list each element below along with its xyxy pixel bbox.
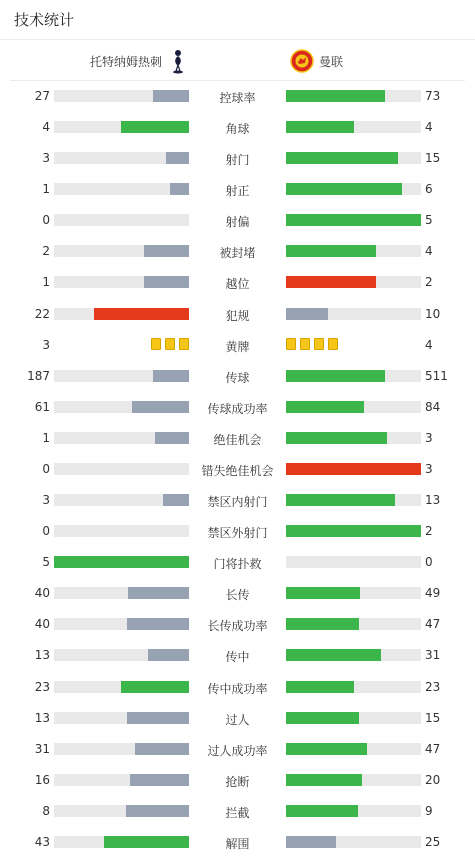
home-stat-bar <box>54 308 189 320</box>
stat-label: 传球成功率 <box>207 401 268 416</box>
away-stat-value: 84 <box>425 399 441 414</box>
yellow-card-icon <box>286 338 296 350</box>
stat-row <box>0 205 475 236</box>
away-stat-bar <box>286 618 421 630</box>
home-stat-value: 1 <box>42 182 50 197</box>
home-stat-bar-fill <box>135 743 189 755</box>
stat-row <box>0 609 475 640</box>
home-stat-value: 187 <box>27 368 50 383</box>
away-stat-bar <box>286 121 421 133</box>
home-stat-value: 23 <box>34 679 50 694</box>
home-stat-bar <box>54 494 189 506</box>
home-stat-bar-fill <box>127 712 189 724</box>
stat-label: 过人成功率 <box>207 743 268 758</box>
away-stat-value: 15 <box>425 151 441 166</box>
away-stat-value: 47 <box>425 741 441 756</box>
yellow-card-icon <box>328 338 338 350</box>
away-stat-bar <box>286 681 421 693</box>
away-stat-bar <box>286 743 421 755</box>
away-stat-bar-fill <box>286 774 362 786</box>
home-stat-bar <box>54 681 189 693</box>
stat-label: 错失绝佳机会 <box>201 463 274 478</box>
stat-row <box>0 236 475 267</box>
away-stat-value: 20 <box>425 772 441 787</box>
away-stat-bar-fill <box>286 245 376 257</box>
stat-label: 过人 <box>225 712 250 727</box>
home-stat-bar <box>54 370 189 382</box>
home-stat-value: 2 <box>42 244 50 259</box>
away-stat-bar <box>286 556 421 568</box>
home-yellow-cards <box>151 338 189 351</box>
stat-label: 射正 <box>225 184 250 199</box>
home-stat-bar <box>54 618 189 630</box>
home-team[interactable] <box>90 41 188 81</box>
away-stat-value: 6 <box>425 182 433 197</box>
home-stat-bar-fill <box>121 121 189 133</box>
stat-row <box>0 516 475 547</box>
stat-label: 传中成功率 <box>207 681 268 696</box>
away-stat-value: 31 <box>425 648 441 663</box>
home-team-name: 托特纳姆热刺 <box>90 54 163 69</box>
home-stat-bar-fill <box>166 152 189 164</box>
stat-row <box>0 703 475 734</box>
away-stat-bar-fill <box>286 712 359 724</box>
home-stat-bar <box>54 276 189 288</box>
away-stat-bar <box>286 525 421 537</box>
home-stat-bar <box>54 214 189 226</box>
home-stat-bar-fill <box>153 90 189 102</box>
home-stat-value: 3 <box>42 151 50 166</box>
stat-label: 犯规 <box>225 308 250 323</box>
away-stat-value: 4 <box>425 244 433 259</box>
stat-row <box>0 267 475 298</box>
stat-row <box>0 827 475 858</box>
away-stat-bar-fill <box>286 618 359 630</box>
away-stat-bar <box>286 649 421 661</box>
home-stat-bar-fill <box>155 432 189 444</box>
home-stat-value: 27 <box>34 89 50 103</box>
home-stat-bar <box>54 774 189 786</box>
away-stat-bar <box>286 463 421 475</box>
home-stat-bar <box>54 743 189 755</box>
stat-label: 拦截 <box>225 805 250 820</box>
home-stat-bar-fill <box>127 618 189 630</box>
away-stat-value: 10 <box>425 306 441 321</box>
home-stat-bar-fill <box>121 681 189 693</box>
home-stat-bar <box>54 90 189 102</box>
away-stat-value: 49 <box>425 586 441 601</box>
away-stat-bar <box>286 805 421 817</box>
home-stat-bar-fill <box>130 774 189 786</box>
stat-row <box>0 423 475 454</box>
home-stat-bar <box>54 649 189 661</box>
away-stat-bar-fill <box>286 494 395 506</box>
home-stat-value: 3 <box>42 493 50 508</box>
stat-row <box>0 112 475 143</box>
away-stat-value: 73 <box>425 89 441 103</box>
stat-row <box>0 765 475 796</box>
stat-label: 传球 <box>225 370 250 385</box>
home-stat-bar <box>54 587 189 599</box>
yellow-card-icon <box>151 338 161 350</box>
home-stat-bar-fill <box>132 401 189 413</box>
home-stat-bar <box>54 245 189 257</box>
away-stat-bar-fill <box>286 370 385 382</box>
stat-row <box>0 734 475 765</box>
away-stat-bar-fill <box>286 276 376 288</box>
home-stat-bar <box>54 525 189 537</box>
away-stat-value: 3 <box>425 461 433 476</box>
home-stat-bar-fill <box>148 649 189 661</box>
away-team[interactable] <box>290 41 343 81</box>
away-stat-bar-fill <box>286 401 364 413</box>
away-stat-bar-fill <box>286 121 354 133</box>
stat-label: 解围 <box>225 836 250 851</box>
home-stat-value: 22 <box>34 306 50 321</box>
home-stat-bar-fill <box>170 183 189 195</box>
stat-row <box>0 672 475 703</box>
home-stat-value: 1 <box>42 430 50 445</box>
home-stat-bar <box>54 432 189 444</box>
away-team-name: 曼联 <box>319 54 344 69</box>
stat-row <box>0 454 475 485</box>
away-stat-bar-fill <box>286 805 358 817</box>
stat-row <box>0 174 475 205</box>
away-stat-bar <box>286 432 421 444</box>
home-stat-value: 40 <box>34 586 50 601</box>
home-stat-value: 31 <box>34 741 50 756</box>
stat-row <box>0 796 475 827</box>
stat-row <box>0 640 475 671</box>
stat-label: 越位 <box>225 277 250 292</box>
away-stat-bar-fill <box>286 743 367 755</box>
stat-row <box>0 547 475 578</box>
stat-label: 禁区内射门 <box>207 495 268 510</box>
stat-label: 绝佳机会 <box>213 432 262 447</box>
away-stat-bar-fill <box>286 463 421 475</box>
away-stat-bar <box>286 276 421 288</box>
home-stat-bar-fill <box>163 494 189 506</box>
stat-row <box>0 392 475 423</box>
away-stat-value: 4 <box>425 120 433 135</box>
home-stat-value: 4 <box>42 120 50 135</box>
home-stat-value: 61 <box>34 399 50 414</box>
home-stat-bar <box>54 805 189 817</box>
home-stat-bar <box>54 401 189 413</box>
yellow-card-icon <box>300 338 310 350</box>
spurs-cockerel-icon <box>168 48 188 74</box>
home-stat-bar <box>54 556 189 568</box>
home-stat-bar <box>54 121 189 133</box>
away-stat-bar <box>286 712 421 724</box>
stat-row <box>0 299 475 330</box>
stat-label: 抢断 <box>225 774 250 789</box>
away-stat-bar <box>286 214 421 226</box>
home-stat-bar-fill <box>54 556 189 568</box>
home-stat-value: 0 <box>42 524 50 539</box>
away-stat-bar <box>286 245 421 257</box>
stat-label: 传中 <box>225 650 250 665</box>
away-stat-value: 3 <box>425 430 433 445</box>
away-stat-value: 5 <box>425 213 433 228</box>
home-stat-bar-fill <box>126 805 189 817</box>
away-stat-bar-fill <box>286 649 381 661</box>
home-stat-value: 5 <box>42 555 50 570</box>
home-stat-bar <box>54 712 189 724</box>
away-stat-value: 25 <box>425 834 441 849</box>
stat-label: 门将扑救 <box>213 557 262 572</box>
stat-label: 黄牌 <box>225 339 250 354</box>
away-stat-value: 0 <box>425 555 433 570</box>
away-stat-value: 511 <box>425 368 448 383</box>
home-stat-value: 43 <box>34 834 50 849</box>
away-stat-bar-fill <box>286 432 387 444</box>
away-stat-bar <box>286 152 421 164</box>
home-stat-value: 16 <box>34 772 50 787</box>
stat-row <box>0 485 475 516</box>
away-stat-bar-fill <box>286 525 421 537</box>
away-stat-bar-fill <box>286 90 385 102</box>
home-stat-value: 13 <box>34 710 50 725</box>
stat-row <box>0 81 475 112</box>
away-stat-bar <box>286 774 421 786</box>
away-stat-bar <box>286 836 421 848</box>
away-stat-value: 9 <box>425 803 433 818</box>
away-stat-bar <box>286 401 421 413</box>
away-stat-value: 13 <box>425 493 441 508</box>
away-stat-bar-fill <box>286 214 421 226</box>
home-stat-value: 40 <box>34 617 50 632</box>
home-stat-bar-fill <box>94 308 189 320</box>
stat-row <box>0 143 475 174</box>
home-stat-value: 0 <box>42 461 50 476</box>
away-stat-value: 47 <box>425 617 441 632</box>
stat-label: 被封堵 <box>219 246 256 261</box>
away-stat-bar-fill <box>286 152 398 164</box>
home-stat-bar <box>54 183 189 195</box>
team-header <box>10 41 465 81</box>
home-stat-value: 8 <box>42 803 50 818</box>
title-bar <box>0 0 475 40</box>
home-stat-bar-fill <box>128 587 189 599</box>
home-stat-bar <box>54 152 189 164</box>
home-stat-value: 0 <box>42 213 50 228</box>
home-stat-bar-fill <box>144 276 189 288</box>
stat-label: 射偏 <box>225 215 250 230</box>
away-stat-value: 2 <box>425 524 433 539</box>
away-stat-bar <box>286 183 421 195</box>
away-stat-value: 15 <box>425 710 441 725</box>
away-stat-bar-fill <box>286 836 336 848</box>
home-stat-bar <box>54 836 189 848</box>
home-stat-bar-fill <box>104 836 189 848</box>
home-stat-value: 1 <box>42 275 50 290</box>
stat-label: 禁区外射门 <box>207 526 268 541</box>
away-stat-bar <box>286 370 421 382</box>
home-stat-value: 3 <box>42 337 50 352</box>
stat-row <box>0 361 475 392</box>
stat-label: 控球率 <box>219 91 256 105</box>
away-stat-bar-fill <box>286 681 354 693</box>
home-stat-value: 13 <box>34 648 50 663</box>
yellow-card-icon <box>314 338 324 350</box>
home-stat-bar-fill <box>144 245 189 257</box>
away-stat-value: 23 <box>425 679 441 694</box>
stat-label: 射门 <box>225 153 250 168</box>
page-title: 技术统计 <box>14 11 75 29</box>
away-stat-value: 4 <box>425 337 433 352</box>
away-stat-bar-fill <box>286 587 360 599</box>
away-stat-bar <box>286 587 421 599</box>
yellow-card-icon <box>165 338 175 350</box>
away-stat-bar <box>286 90 421 102</box>
man-utd-crest-icon <box>290 49 314 73</box>
home-stat-bar <box>54 463 189 475</box>
yellow-card-icon <box>179 338 189 350</box>
stat-row <box>0 330 475 361</box>
away-yellow-cards <box>286 338 338 351</box>
away-stat-bar <box>286 308 421 320</box>
stat-label: 角球 <box>225 122 250 137</box>
away-stat-bar <box>286 494 421 506</box>
away-stat-bar-fill <box>286 183 402 195</box>
stat-label: 长传成功率 <box>207 619 268 634</box>
stat-row <box>0 578 475 609</box>
home-stat-bar-fill <box>153 370 189 382</box>
away-stat-value: 2 <box>425 275 433 290</box>
away-stat-bar-fill <box>286 308 328 320</box>
stat-label: 长传 <box>225 588 250 603</box>
